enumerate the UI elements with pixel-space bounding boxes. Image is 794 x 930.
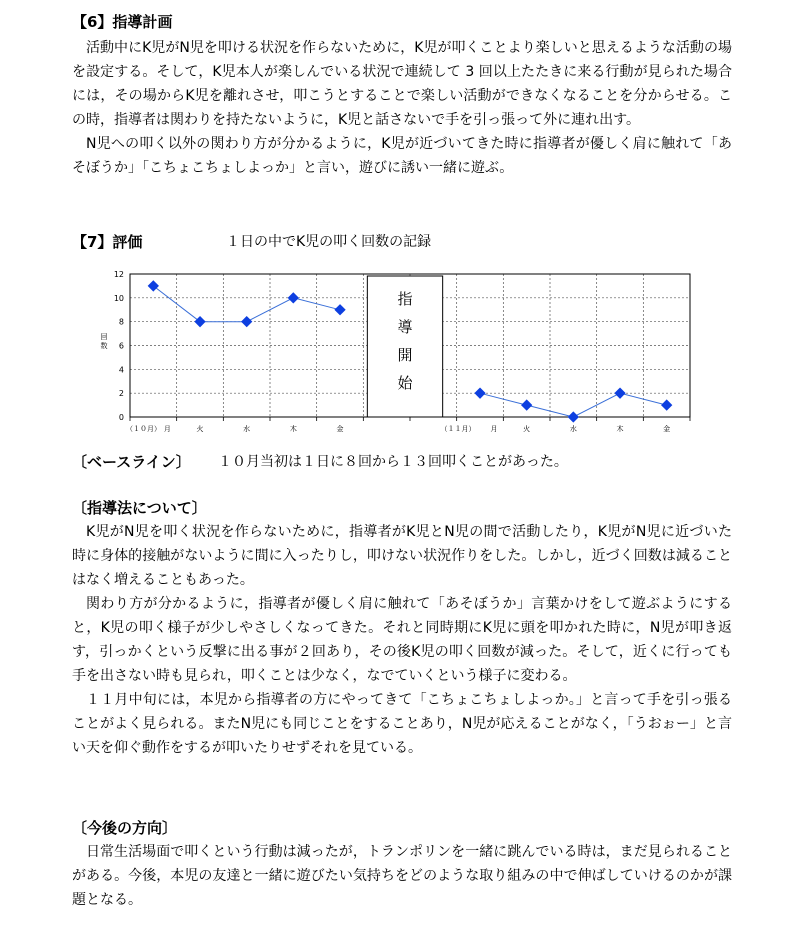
period-label: （１１月） bbox=[440, 425, 476, 433]
annotation-char: 開 bbox=[397, 346, 413, 364]
baseline-heading: 〔ベースライン〕 bbox=[72, 453, 191, 471]
y-tick-label: 6 bbox=[118, 341, 124, 351]
future-heading: 〔今後の方向〕 bbox=[72, 819, 178, 837]
y-tick-label: 12 bbox=[113, 270, 124, 279]
chart-caption: １日の中でK児の叩く回数の記録 bbox=[226, 234, 432, 250]
section-6-heading: 【6】指導計画 bbox=[72, 13, 173, 31]
future-body bbox=[72, 840, 732, 912]
paragraph: 日常生活場面で叩くという行動は減ったが，トランポリンを一緒に跳んでいる時は，まだ見られることがある。今後，本児の友達と一緒に遊びたい気持ちをどのような取り組みの中で伸ばしていけるのかが課題となる。 bbox=[72, 844, 732, 908]
section-7-heading: 【7】評価 bbox=[72, 233, 143, 251]
annotation-char: 指 bbox=[397, 290, 413, 308]
y-axis-label: 数 bbox=[100, 342, 108, 350]
y-tick-label: 8 bbox=[118, 317, 124, 327]
x-tick-label: 水 bbox=[569, 425, 577, 433]
x-tick-label: 金 bbox=[336, 425, 344, 433]
paragraph: N児への叩く以外の関わり方が分かるように，K児が近づいてきた時に指導者が優しく肩に触れて「あそぼうか」「こちょこちょしよっか」と言い，遊びに誘い一緒に遊ぶ。 bbox=[72, 136, 732, 176]
paragraph: 活動中にK児がN児を叩ける状況を作らないために，K児が叩くことより楽しいと思えるような活動の場を設定する。そして，K児本人が楽しんでいる状況で連続して 3 回以上たたきに来る行動が見られた場合には，その場からK児を離れさせ，叩こうとすることで楽しい活動ができなくなることを分からせる。この時，指導者は関わりを持たないように，K児と話さないで手を引っ張って外に連れ出す。 bbox=[72, 40, 732, 128]
data-point bbox=[148, 280, 159, 291]
x-tick-label: 金 bbox=[663, 425, 671, 433]
data-point bbox=[568, 411, 579, 422]
data-point bbox=[661, 399, 672, 410]
x-tick-label: 木 bbox=[616, 425, 624, 433]
y-tick-label: 2 bbox=[118, 389, 124, 399]
annotation-char: 導 bbox=[397, 318, 413, 336]
x-tick-label: 火 bbox=[523, 425, 531, 433]
method-heading: 〔指導法について〕 bbox=[72, 499, 207, 517]
y-tick-label: 10 bbox=[113, 293, 124, 303]
x-tick-label: 木 bbox=[289, 425, 297, 433]
paragraph: K児がN児を叩く状況を作らないために，指導者がK児とN児の間で活動したり，K児がN児に近づいた時に身体的接触がないように間に入ったりし，叩けない状況作りをした。しかし，近づく回数は減ることはなく増えることもあった。 bbox=[72, 524, 732, 588]
hit-count-chart bbox=[90, 266, 700, 442]
data-point bbox=[194, 316, 205, 327]
data-point bbox=[521, 399, 532, 410]
data-point bbox=[614, 388, 625, 399]
x-tick-label: 月 bbox=[490, 425, 498, 433]
data-point bbox=[241, 316, 252, 327]
baseline-text: １０月当初は１日に８回から１３回叩くことがあった。 bbox=[218, 454, 568, 470]
data-point bbox=[288, 292, 299, 303]
y-axis-label: 回 bbox=[100, 333, 108, 341]
x-tick-label: 火 bbox=[196, 425, 204, 433]
y-tick-label: 4 bbox=[118, 365, 124, 375]
data-point bbox=[474, 388, 485, 399]
paragraph: 関わり方が分かるように，指導者が優しく肩に触れて「あそぼうか」言葉かけをして遊ぶようにすると，K児の叩く様子が少しやさしくなってきた。それと同時期にK児に頭を叩かれた時に，N児が叩き返す，引っかくという反撃に出る事が２回あり，その後K児の叩く回数が減った。そして，近くに行っても手を出さない時も見られ，叩くことは少なく，なでていくという様子に変わる。 bbox=[72, 596, 732, 684]
x-tick-label: 水 bbox=[243, 425, 251, 433]
period-label: （１０月） bbox=[126, 425, 161, 433]
method-body bbox=[72, 520, 732, 760]
y-tick-label: 0 bbox=[118, 413, 124, 422]
annotation-char: 始 bbox=[397, 374, 413, 392]
section-6-body bbox=[72, 36, 732, 180]
paragraph: １１月中旬には，本児から指導者の方にやってきて「こちょこちょしよっか。」と言って手を引っ張ることがよく見られる。またN児にも同じことをすることあり，N児が応えることがなく，「うおぉー」と言い天を仰ぐ動作をするが叩いたりせずそれを見ている。 bbox=[72, 692, 732, 756]
data-point bbox=[334, 304, 345, 315]
x-tick-label: 月 bbox=[163, 425, 171, 433]
